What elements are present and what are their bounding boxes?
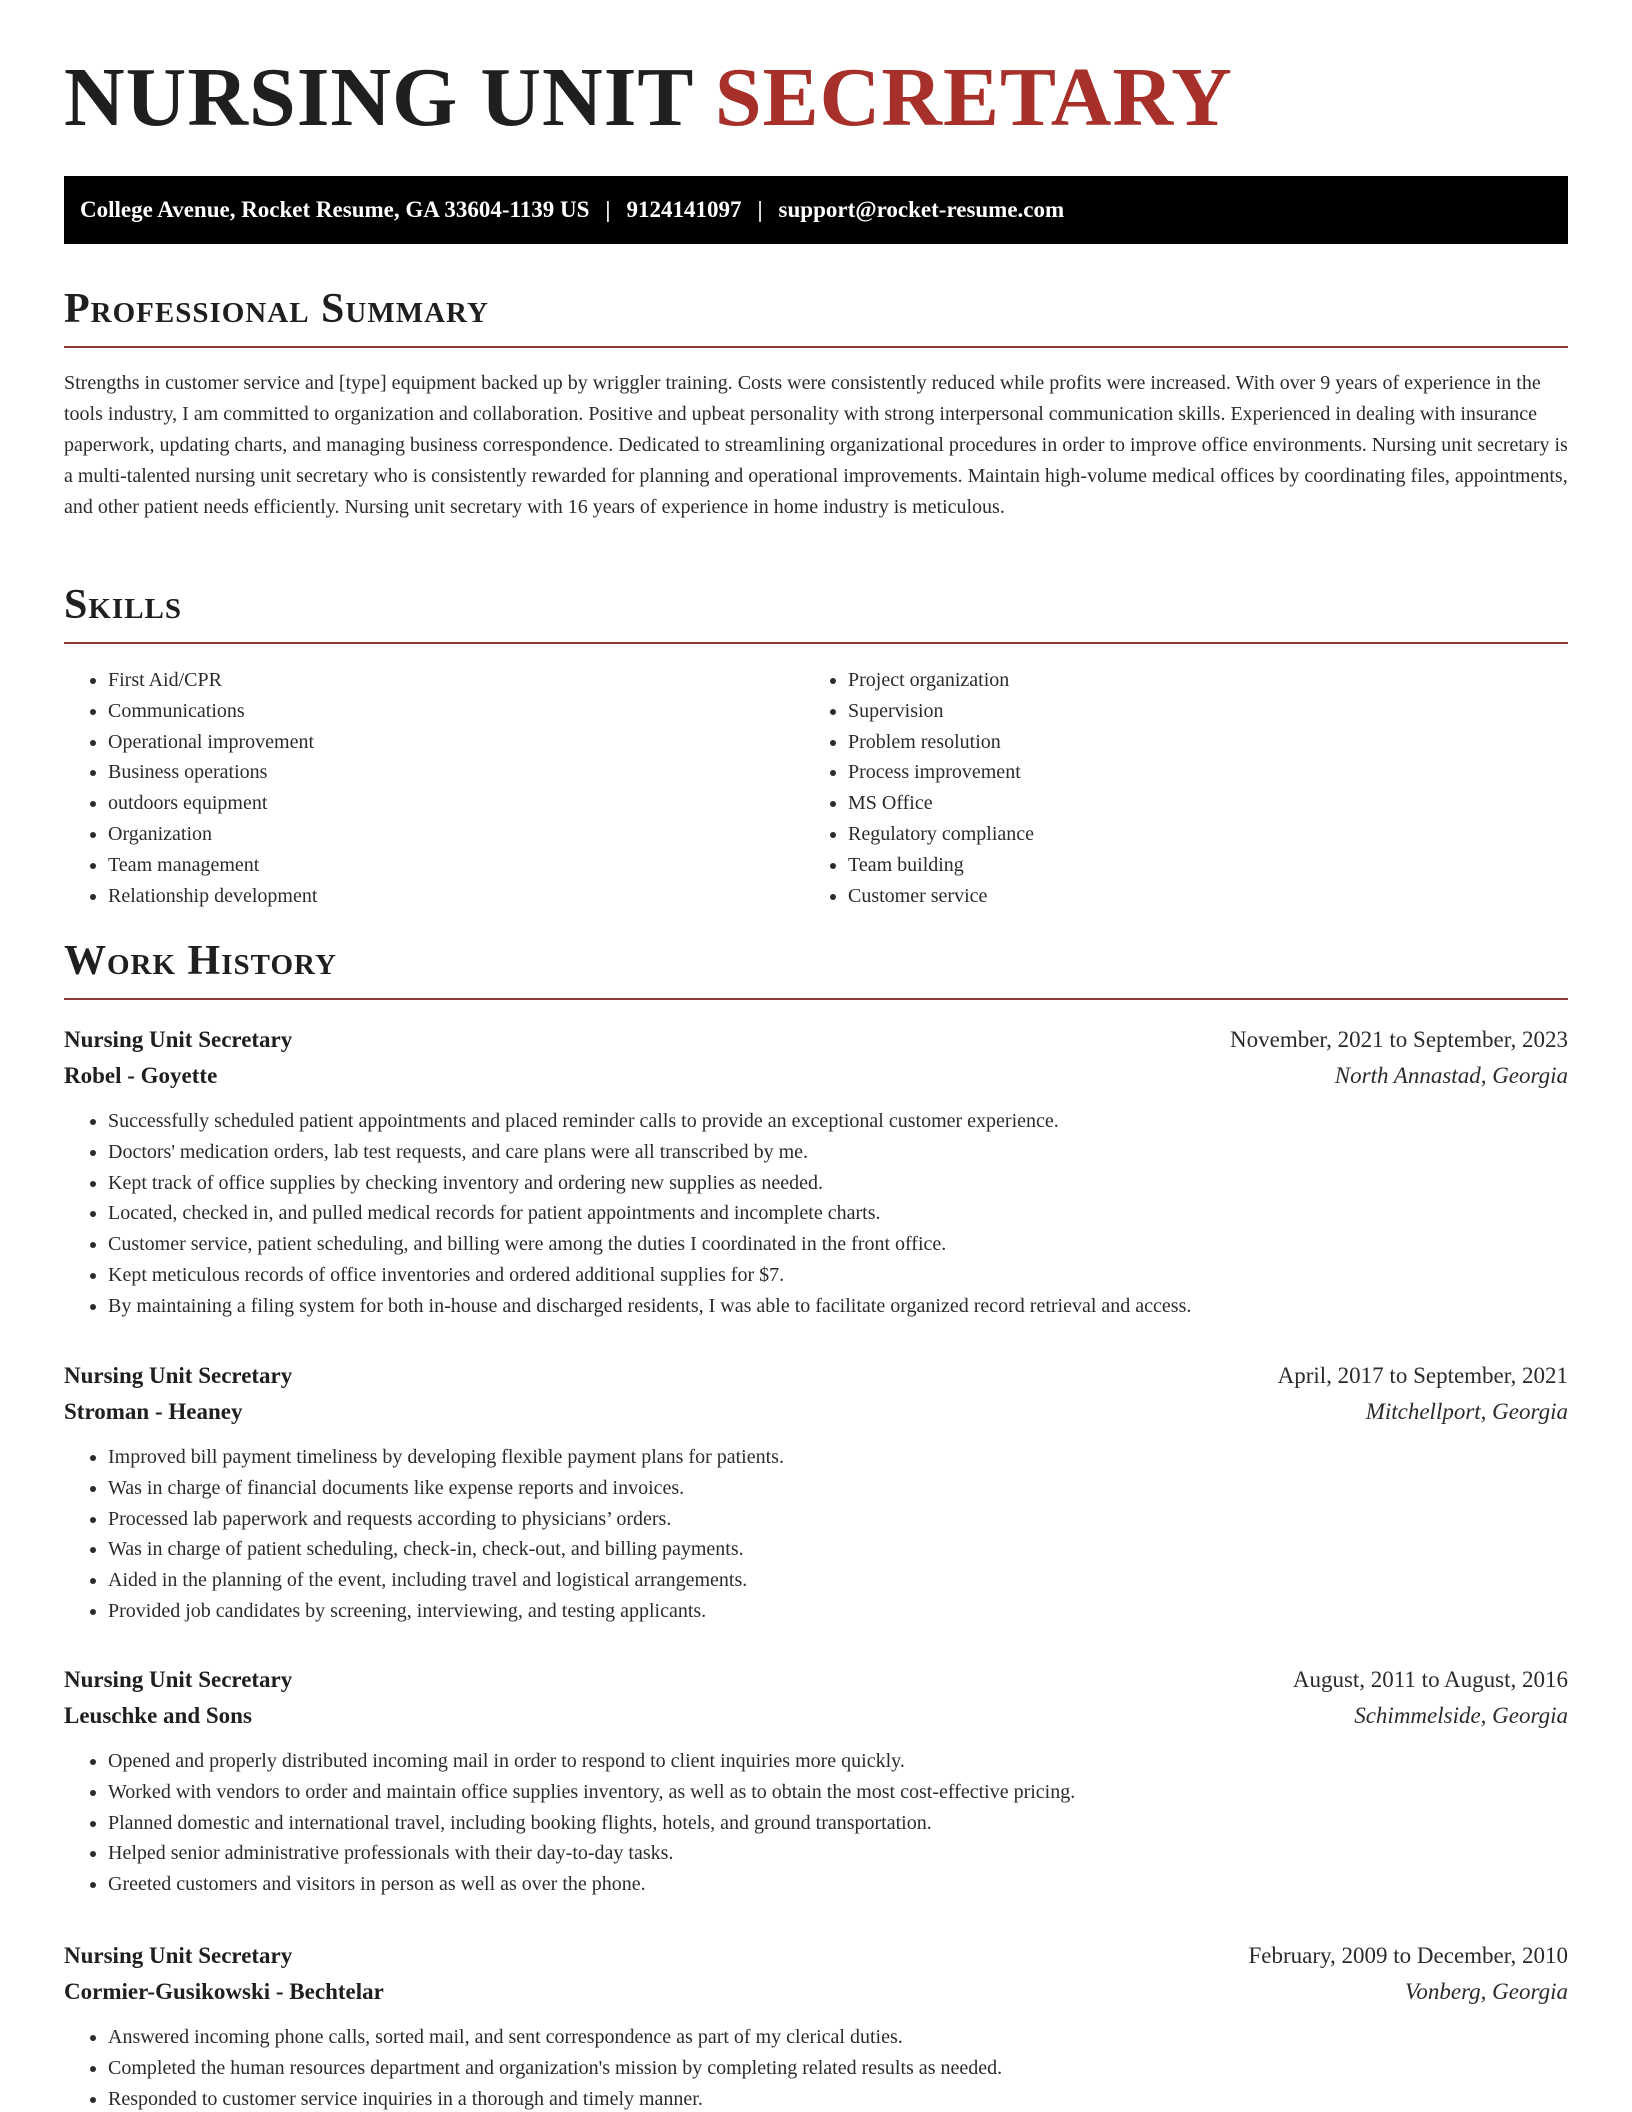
job-location: North Annastad, Georgia: [1334, 1063, 1568, 1088]
job-title-row: [64, 1938, 1568, 1974]
skill-item: • Communications: [108, 696, 804, 727]
job-location: Schimmelside, Georgia: [1354, 1703, 1568, 1728]
skill-item: • MS Office: [848, 788, 1544, 819]
skill-item: • Project organization: [848, 665, 1544, 696]
skill-item: • Team management: [108, 850, 804, 881]
job-dates: April, 2017 to September, 2021: [1277, 1363, 1568, 1388]
skill-item: • Organization: [108, 819, 804, 850]
contact-separator: |: [757, 197, 763, 222]
job-company-row: [64, 1698, 1568, 1734]
job-bullets: [64, 2022, 1568, 2112]
job-bullet: • Customer service, patient scheduling, and billing were among the duties I coordinated in the front office.: [108, 1229, 1568, 1260]
job-title-row: [64, 1662, 1568, 1698]
summary-heading: Professional Summary: [64, 286, 489, 332]
skill-item: • Relationship development: [108, 881, 804, 912]
skills-section-header: [64, 582, 1568, 644]
contact-separator: |: [605, 197, 611, 222]
summary-text: Strengths in customer service and [type] equipment backed up by wriggler training. Costs were consistently reduced while profits were increased. With over 9 years of experience in the tools industry, I am committed to organization and collaboration. Positive and upbeat personality with strong interpersonal communication skills. Experienced in dealing with insurance paperwork, updating charts, and managing business correspondence. Dedicated to streamlining organizational procedures in order to improve office environments. Nursing unit secretary is a multi-talented nursing unit secretary who is consistently rewarded for planning and operational improvements. Maintain high-volume medical offices by coordinating files, appointments, and other patient needs efficiently. Nursing unit secretary with 16 years of experience in home industry is meticulous.: [64, 372, 1568, 518]
job-bullet: • Worked with vendors to order and maintain office supplies inventory, as well as to obtain the most cost-effective pricing.: [108, 1777, 1568, 1808]
job-bullet: • Doctors' medication orders, lab test requests, and care plans were all transcribed by me.: [108, 1137, 1568, 1168]
job-entry: [64, 1022, 1568, 1322]
job-bullet: • Provided job candidates by screening, interviewing, and testing applicants.: [108, 1596, 1568, 1627]
skill-item: • Business operations: [108, 757, 804, 788]
skill-item: • outdoors equipment: [108, 788, 804, 819]
job-role: Nursing Unit Secretary: [64, 1363, 293, 1388]
skill-item: • Supervision: [848, 696, 1544, 727]
skills-heading: Skills: [64, 582, 183, 628]
job-entry: [64, 1358, 1568, 1627]
job-bullet: • Processed lab paperwork and requests according to physicians’ orders.: [108, 1504, 1568, 1535]
job-company: Leuschke and Sons: [64, 1703, 252, 1728]
job-bullet: • Kept track of office supplies by checking inventory and ordering new supplies as needed.: [108, 1168, 1568, 1199]
job-dates: November, 2021 to September, 2023: [1230, 1027, 1568, 1052]
job-bullet: • Completed the human resources department and organization's mission by completing related results as needed.: [108, 2053, 1568, 2084]
skill-item: • Problem resolution: [848, 727, 1544, 758]
job-company: Stroman - Heaney: [64, 1399, 243, 1424]
job-bullet: • Aided in the planning of the event, including travel and logistical arrangements.: [108, 1565, 1568, 1596]
job-entry: [64, 1938, 1568, 2112]
job-role: Nursing Unit Secretary: [64, 1027, 293, 1052]
job-bullets: [64, 1442, 1568, 1627]
skills-column-right: [804, 665, 1544, 911]
job-title-row: [64, 1022, 1568, 1058]
job-entry: [64, 1662, 1568, 1900]
job-bullet: • Greeted customers and visitors in person as well as over the phone.: [108, 1869, 1568, 1900]
job-bullets: [64, 1106, 1568, 1322]
job-bullet: • Kept meticulous records of office inventories and ordered additional supplies for $7.: [108, 1260, 1568, 1291]
skill-item: • Customer service: [848, 881, 1544, 912]
job-bullet: • By maintaining a filing system for both in-house and discharged residents, I was able to facilitate organized record retrieval and access.: [108, 1291, 1568, 1322]
contact-bar: [64, 176, 1568, 244]
job-company: Robel - Goyette: [64, 1063, 218, 1088]
title-accent: SECRETARY: [714, 51, 1233, 144]
job-dates: August, 2011 to August, 2016: [1292, 1667, 1568, 1692]
skill-item: • Process improvement: [848, 757, 1544, 788]
job-bullets: [64, 1746, 1568, 1900]
work-history-section-header: [64, 938, 1568, 1000]
job-role: Nursing Unit Secretary: [64, 1667, 293, 1692]
skills-list: [64, 665, 1568, 911]
resume-title: [64, 52, 1233, 144]
job-location: Mitchellport, Georgia: [1365, 1399, 1568, 1424]
job-bullet: • Opened and properly distributed incoming mail in order to respond to client inquiries more quickly.: [108, 1746, 1568, 1777]
job-bullet: • Improved bill payment timeliness by developing flexible payment plans for patients.: [108, 1442, 1568, 1473]
job-bullet: • Located, checked in, and pulled medical records for patient appointments and incomplete charts.: [108, 1198, 1568, 1229]
job-bullet: • Planned domestic and international travel, including booking flights, hotels, and ground transportation.: [108, 1808, 1568, 1839]
job-bullet: • Answered incoming phone calls, sorted mail, and sent correspondence as part of my clerical duties.: [108, 2022, 1568, 2053]
summary-section-header: [64, 286, 1568, 348]
skill-item: • Operational improvement: [108, 727, 804, 758]
skill-item: • First Aid/CPR: [108, 665, 804, 696]
skills-column-left: [64, 665, 804, 911]
job-bullet: • Responded to customer service inquiries in a thorough and timely manner.: [108, 2084, 1568, 2112]
job-company-row: [64, 1974, 1568, 2010]
job-company-row: [64, 1394, 1568, 1430]
job-bullet: • Was in charge of patient scheduling, check-in, check-out, and billing payments.: [108, 1534, 1568, 1565]
contact-address: College Avenue, Rocket Resume, GA 33604-1139 US: [80, 197, 590, 222]
job-company: Cormier-Gusikowski - Bechtelar: [64, 1979, 384, 2004]
contact-email: support@rocket-resume.com: [778, 197, 1065, 222]
work-history-heading: Work History: [64, 938, 337, 984]
skill-item: • Regulatory compliance: [848, 819, 1544, 850]
job-company-row: [64, 1058, 1568, 1094]
contact-phone: 9124141097: [626, 197, 742, 222]
job-location: Vonberg, Georgia: [1404, 1979, 1568, 2004]
job-title-row: [64, 1358, 1568, 1394]
job-bullet: • Helped senior administrative professionals with their day-to-day tasks.: [108, 1838, 1568, 1869]
skill-item: • Team building: [848, 850, 1544, 881]
job-dates: February, 2009 to December, 2010: [1248, 1943, 1568, 1968]
job-bullet: • Successfully scheduled patient appointments and placed reminder calls to provide an exceptional customer experience.: [108, 1106, 1568, 1137]
title-main: NURSING UNIT: [64, 51, 693, 144]
job-role: Nursing Unit Secretary: [64, 1943, 293, 1968]
job-bullet: • Was in charge of financial documents like expense reports and invoices.: [108, 1473, 1568, 1504]
